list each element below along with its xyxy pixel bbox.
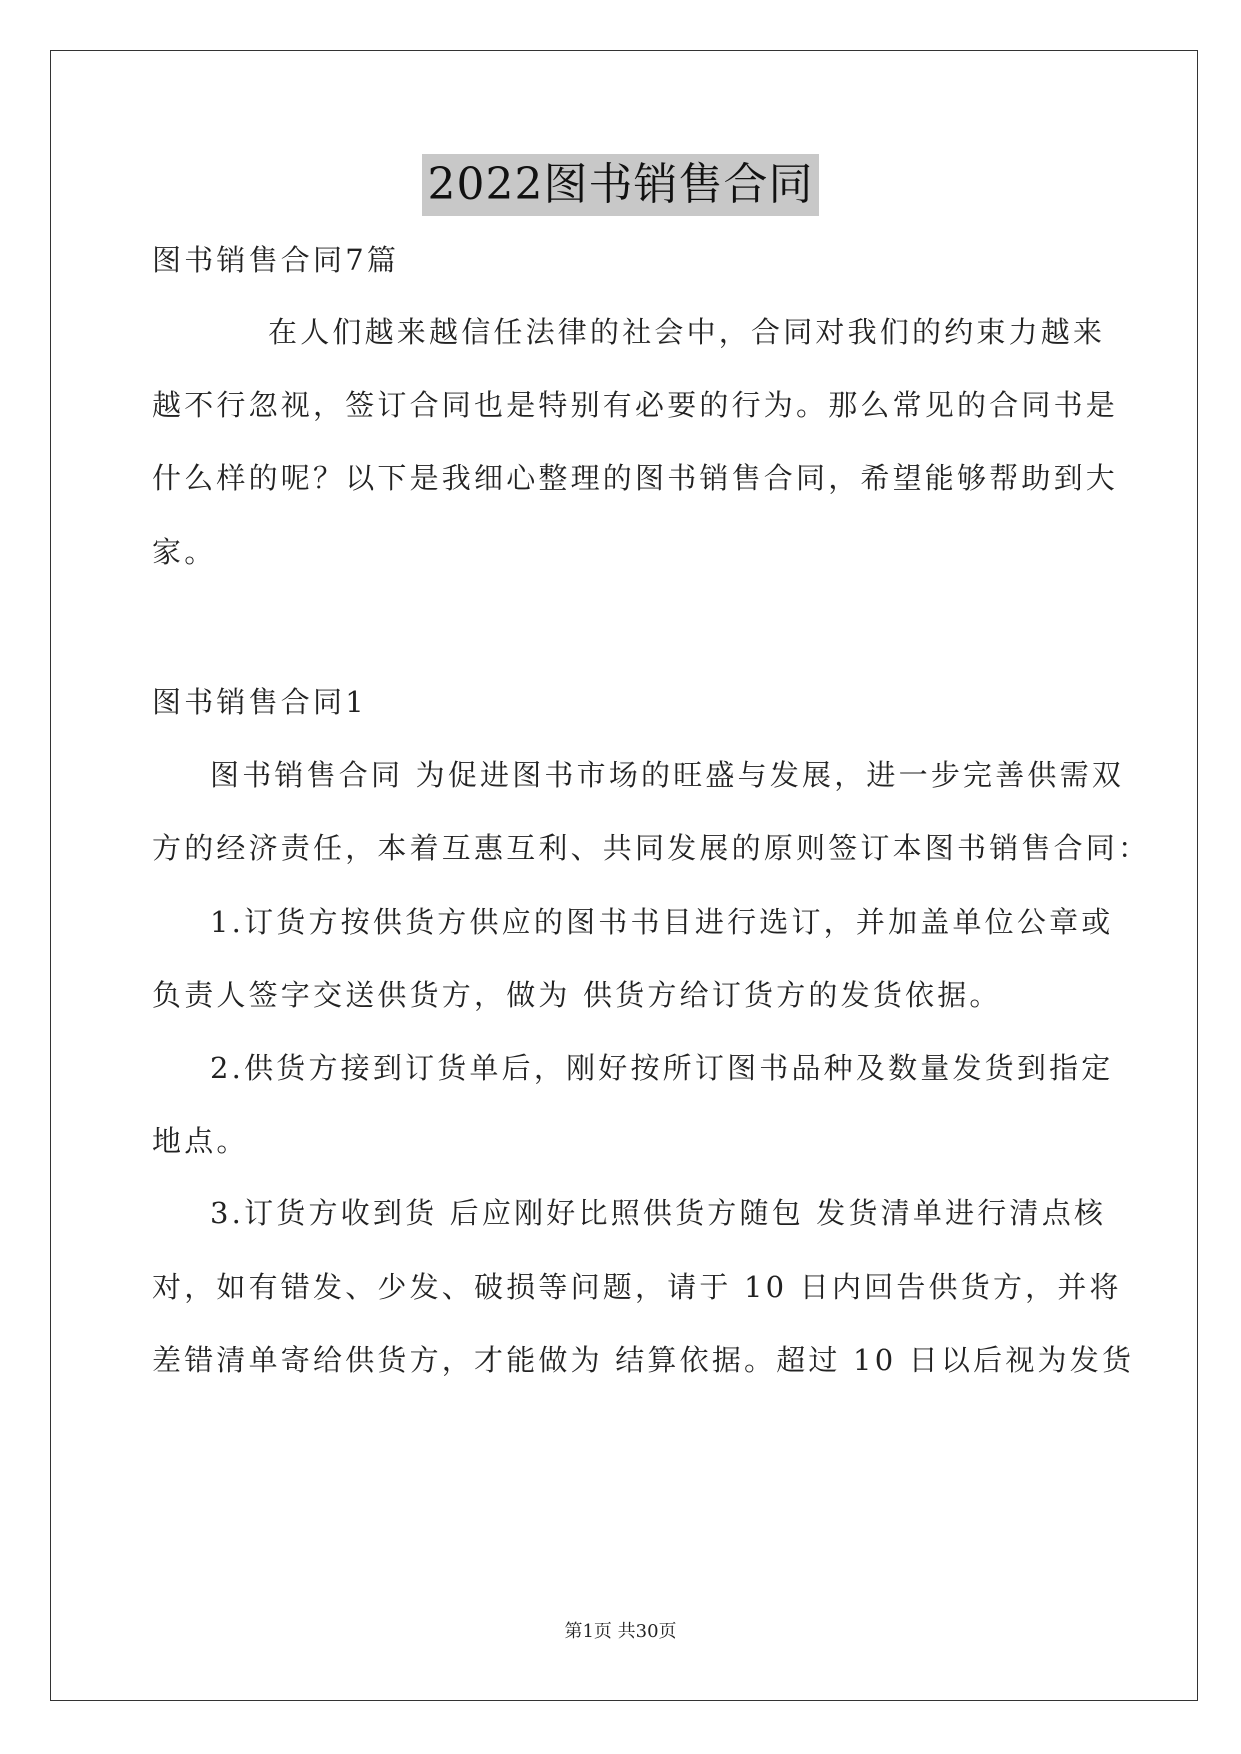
body-line: 负责人签字交送供货方，做为 供货方给订货方的发货依据。 (152, 978, 1002, 1012)
body-line: 1.订货方按供货方供应的图书书目进行选订，并加盖单位公章或 (210, 905, 1114, 939)
intro-line: 家。 (152, 535, 217, 569)
intro-line: 在人们越来越信任法律的社会中，合同对我们的约束力越来 (268, 315, 1106, 349)
body-line: 差错清单寄给供货方，才能做为 结算依据。超过 10 日以后视为发货 (152, 1343, 1135, 1377)
body-line: 方的经济责任，本着互惠互利、共同发展的原则签订本图书销售合同： (152, 831, 1151, 865)
body-line: 对，如有错发、少发、破损等问题，请于 10 日内回告供货方，并将 (152, 1270, 1122, 1304)
intro-line: 什么样的呢？以下是我细心整理的图书销售合同，希望能够帮助到大 (152, 461, 1119, 495)
body-line: 地点。 (152, 1124, 249, 1158)
document-subtitle: 图书销售合同7篇 (152, 243, 400, 277)
intro-line: 越不行忽视，签订合同也是特别有必要的行为。那么常见的合同书是 (152, 388, 1119, 422)
body-line: 2.供货方接到订货单后，刚好按所订图书品种及数量发货到指定 (210, 1051, 1114, 1085)
body-line: 图书销售合同 为促进图书市场的旺盛与发展，进一步完善供需双 (210, 758, 1125, 792)
page-border (50, 50, 1198, 1701)
section-heading: 图书销售合同1 (152, 685, 367, 719)
body-line: 3.订货方收到货 后应刚好比照供货方随包 发货清单进行清点核 (210, 1196, 1107, 1230)
document-title: 2022图书销售合同 (422, 154, 820, 216)
title-container (0, 154, 1241, 216)
page-number-footer: 第1页 共30页 (564, 1621, 677, 1642)
